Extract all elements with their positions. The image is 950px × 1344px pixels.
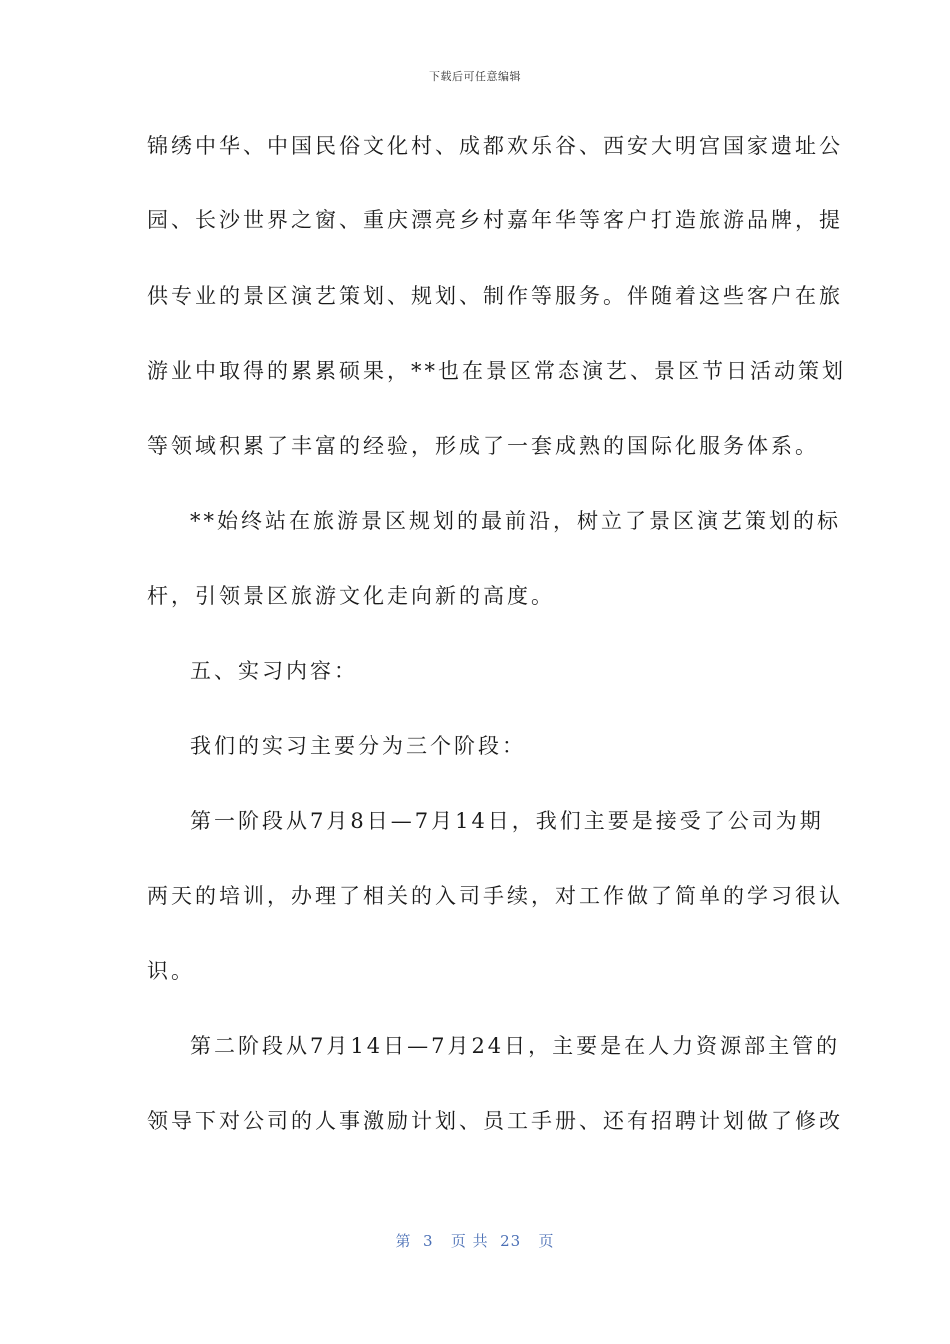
page-footer: 第 3 页 共 23 页 (395, 1232, 555, 1250)
body-line: 杆，引领景区旅游文化走向新的高度。 (147, 584, 555, 608)
body-line: 园、长沙世界之窗、重庆漂亮乡村嘉年华等客户打造旅游品牌，提 (147, 208, 843, 232)
body-line: 我们的实习主要分为三个阶段： (190, 734, 526, 758)
body-line: 两天的培训，办理了相关的入司手续，对工作做了简单的学习很认 (147, 884, 843, 908)
body-line: 供专业的景区演艺策划、规划、制作等服务。伴随着这些客户在旅 (147, 284, 843, 308)
body-line: 等领域积累了丰富的经验，形成了一套成熟的国际化服务体系。 (147, 434, 819, 458)
section-heading: 五、实习内容： (190, 659, 358, 683)
body-line: **始终站在旅游景区规划的最前沿，树立了景区演艺策划的标 (190, 509, 841, 533)
page-header: 下载后可任意编辑 (429, 70, 521, 83)
body-line: 识。 (147, 959, 195, 983)
body-line: 第二阶段从7月14日—7月24日，主要是在人力资源部主管的 (190, 1034, 841, 1058)
body-line: 锦绣中华、中国民俗文化村、成都欢乐谷、西安大明宫国家遗址公 (147, 134, 843, 158)
body-line: 领导下对公司的人事激励计划、员工手册、还有招聘计划做了修改 (147, 1109, 843, 1133)
body-line: 第一阶段从7月8日—7月14日，我们主要是接受了公司为期 (190, 809, 824, 833)
body-line: 游业中取得的累累硕果，**也在景区常态演艺、景区节日活动策划 (147, 359, 846, 383)
